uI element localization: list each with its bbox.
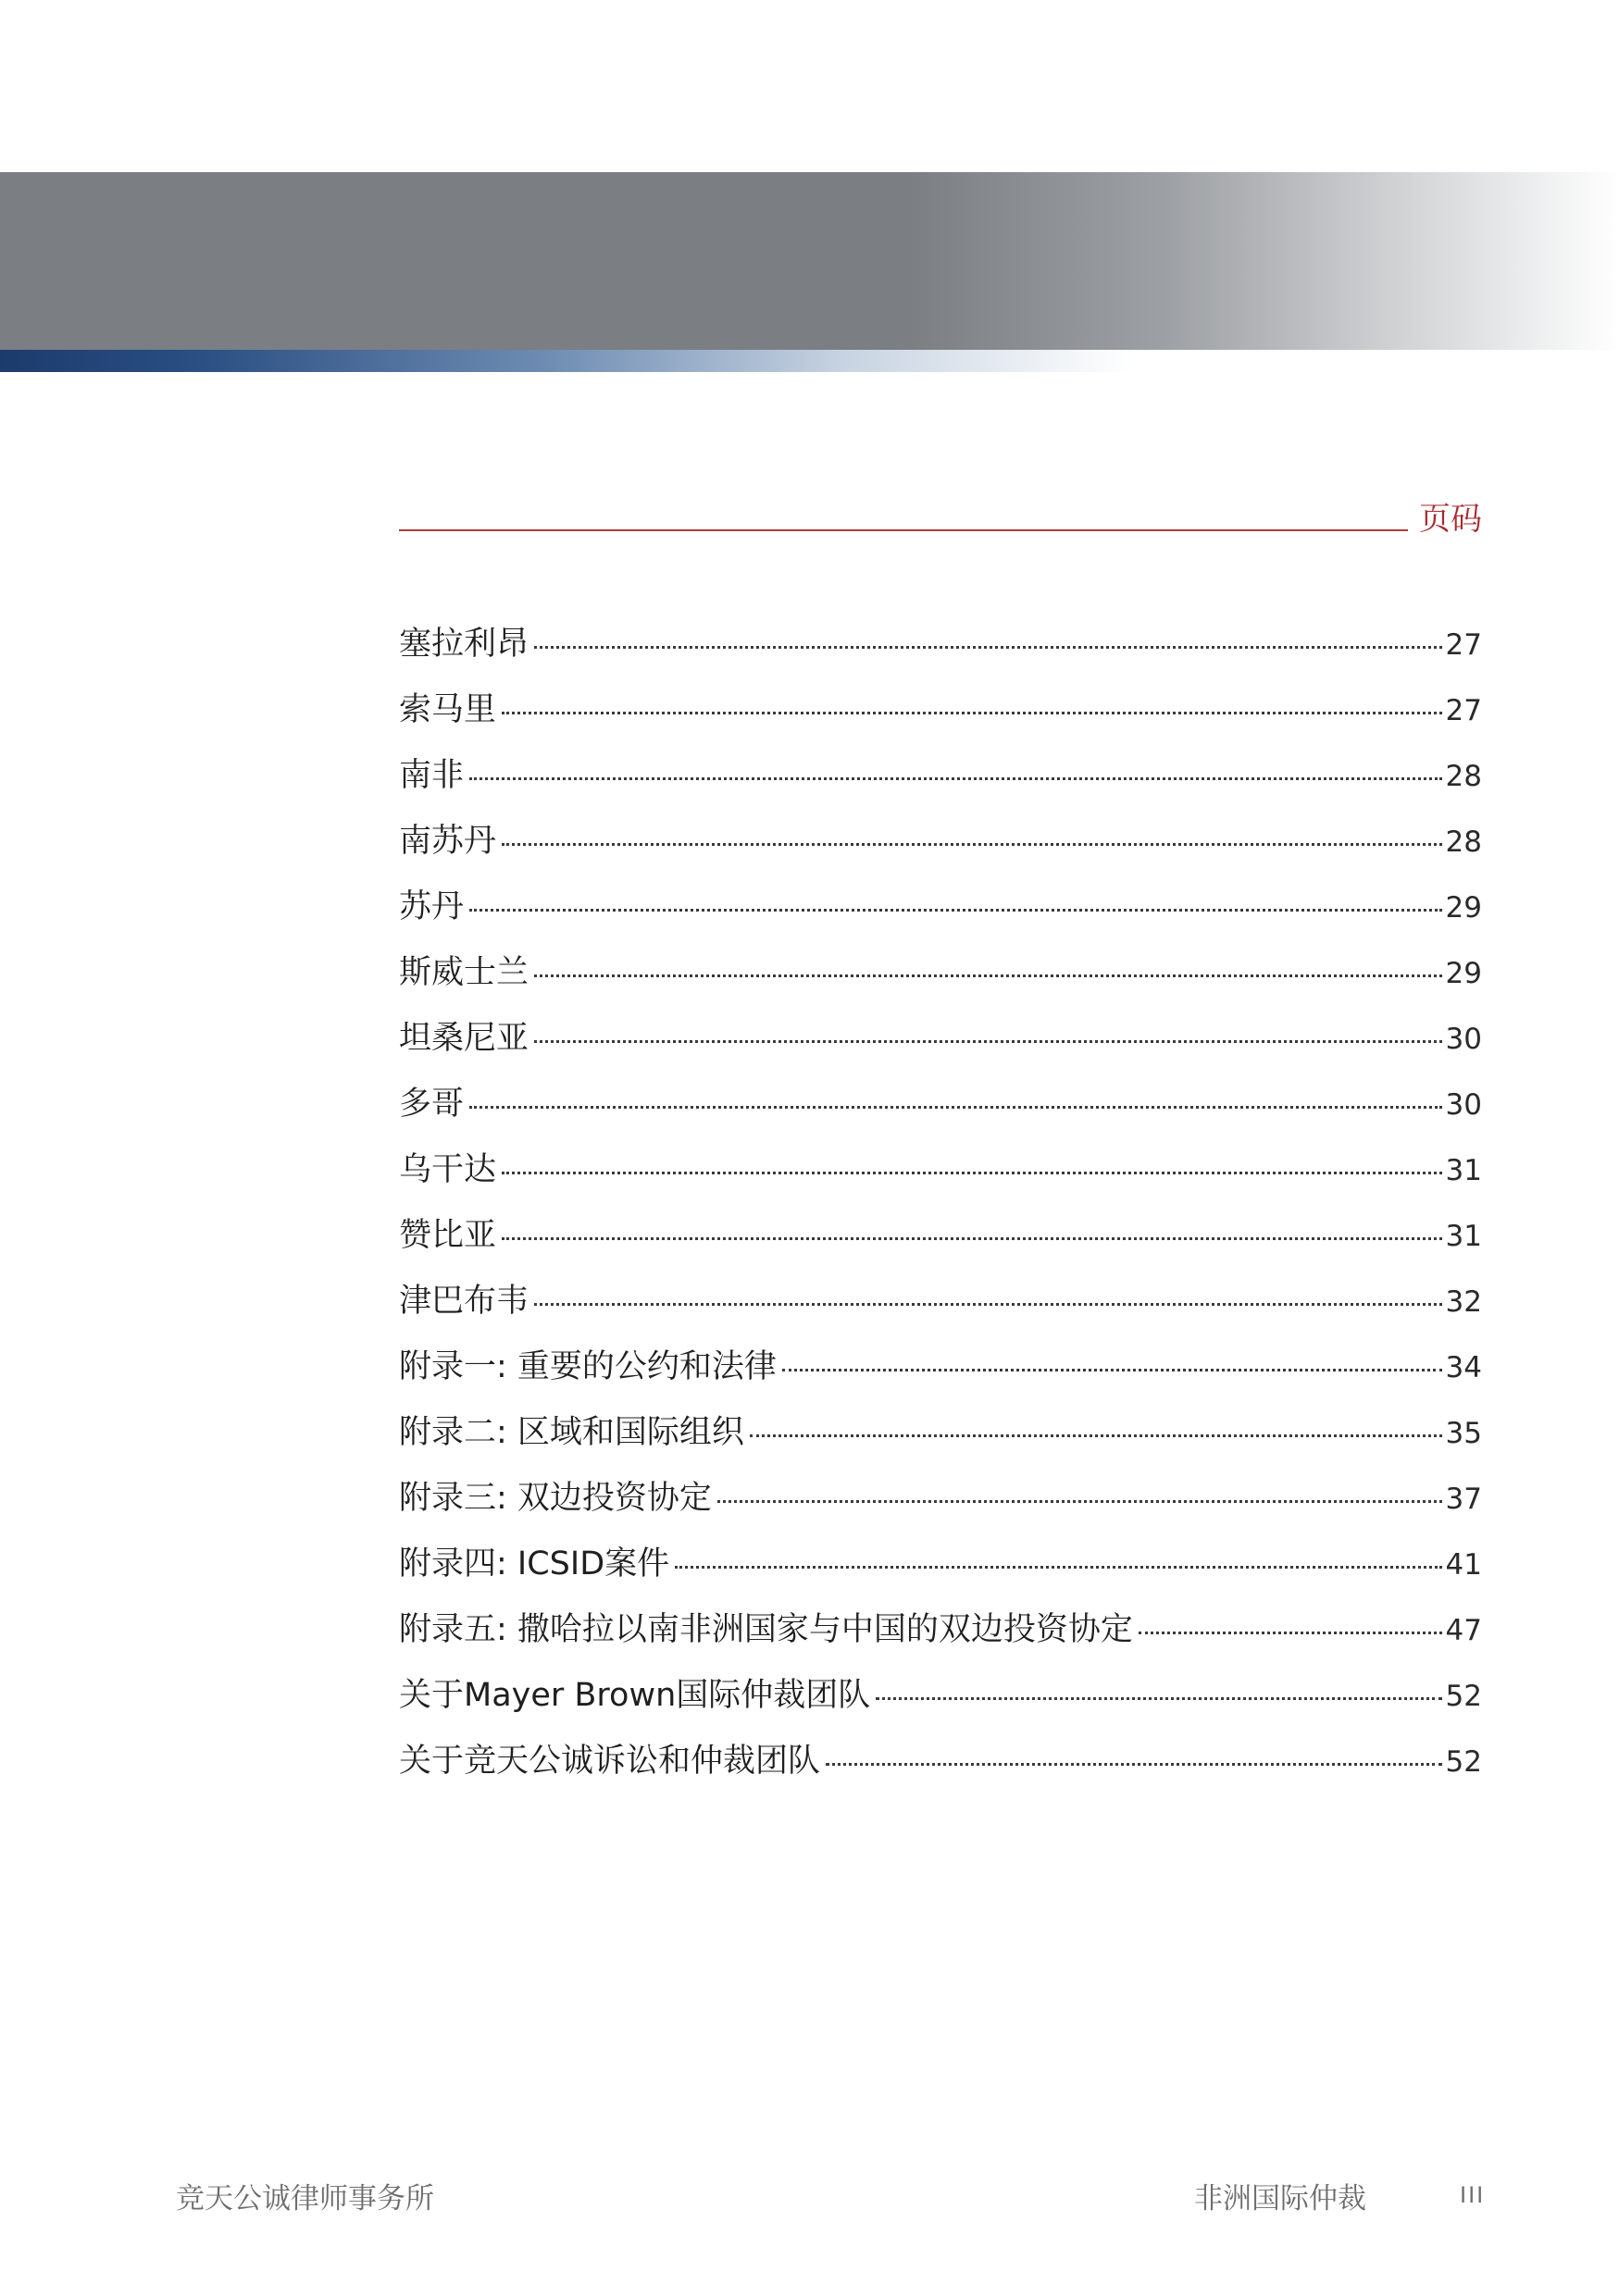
toc-entry[interactable]: [399, 1275, 1482, 1341]
toc-leader-dots: [876, 1697, 1441, 1700]
toc-entry-title: 南非: [399, 757, 465, 794]
toc-leader-dots: [717, 1500, 1442, 1503]
toc-entry-title: 斯威士兰: [399, 954, 529, 991]
footer-document-title: 非洲国际仲裁: [1194, 2182, 1366, 2215]
toc-entry[interactable]: [399, 1341, 1482, 1407]
toc-leader-dots: [469, 777, 1442, 780]
toc-entry-page: 30: [1445, 1088, 1482, 1122]
toc-entry-title: 塞拉利昂: [399, 626, 529, 663]
toc-entry-page: 29: [1445, 957, 1482, 990]
toc-entry-page: 52: [1445, 1745, 1482, 1779]
toc-entry[interactable]: [399, 1078, 1482, 1144]
toc-leader-dots: [534, 974, 1442, 977]
toc-entry[interactable]: [399, 1210, 1482, 1275]
toc-entry[interactable]: [399, 1472, 1482, 1538]
toc-entry-title: 多哥: [399, 1086, 465, 1123]
toc-entry-page: 41: [1445, 1548, 1482, 1582]
toc-page-column-label: 页码: [1419, 501, 1482, 538]
toc-entry[interactable]: [399, 684, 1482, 750]
toc-leader-dots: [502, 712, 1442, 714]
toc-entry-page: 27: [1445, 628, 1482, 662]
toc-entry-page: 31: [1445, 1220, 1482, 1253]
toc-entry-page: 47: [1445, 1614, 1482, 1647]
toc-entry[interactable]: [399, 1669, 1482, 1735]
toc-entry-page: 35: [1445, 1417, 1482, 1450]
toc-entry-page: 52: [1445, 1680, 1482, 1713]
toc-leader-dots: [1139, 1632, 1442, 1634]
toc-entry[interactable]: [399, 1604, 1482, 1669]
toc-header: [399, 496, 1482, 542]
toc-entry[interactable]: [399, 947, 1482, 1012]
toc-header-rule: [399, 529, 1408, 531]
toc-leader-dots: [534, 646, 1442, 649]
toc-entry-title: 乌干达: [399, 1151, 497, 1188]
toc-entry-title: 坦桑尼亚: [399, 1020, 529, 1057]
toc-entry-title: 南苏丹: [399, 823, 497, 860]
toc-entry[interactable]: [399, 1538, 1482, 1604]
toc-list: [399, 618, 1482, 1801]
toc-entry-title: 索马里: [399, 691, 497, 728]
toc-entry-title: 附录二: 区域和国际组织: [399, 1414, 744, 1451]
toc-entry-title: 关于竞天公诚诉讼和仲裁团队: [399, 1743, 821, 1780]
toc-leader-dots: [469, 1106, 1442, 1109]
toc-leader-dots: [502, 1237, 1442, 1240]
toc-entry-page: 28: [1445, 760, 1482, 793]
toc-entry-title: 附录一: 重要的公约和法律: [399, 1348, 777, 1385]
toc-leader-dots: [826, 1763, 1442, 1766]
toc-leader-dots: [534, 1303, 1442, 1306]
toc-entry[interactable]: [399, 1144, 1482, 1210]
footer-page-number: III: [1460, 2182, 1486, 2208]
toc-entry[interactable]: [399, 1012, 1482, 1078]
header-grey-band: [0, 172, 1619, 350]
toc-entry-title: 附录五: 撒哈拉以南非洲国家与中国的双边投资协定: [399, 1611, 1133, 1648]
toc-entry-title: 附录三: 双边投资协定: [399, 1480, 712, 1517]
toc-leader-dots: [782, 1369, 1442, 1371]
toc-entry-page: 31: [1445, 1154, 1482, 1187]
toc-entry-page: 30: [1445, 1023, 1482, 1056]
toc-leader-dots: [675, 1566, 1441, 1569]
toc-entry[interactable]: [399, 618, 1482, 684]
toc-entry[interactable]: [399, 1407, 1482, 1472]
toc-entry-page: 29: [1445, 891, 1482, 925]
toc-entry-title: 津巴布韦: [399, 1283, 529, 1320]
toc-entry[interactable]: [399, 750, 1482, 815]
toc-leader-dots: [469, 909, 1442, 912]
toc-leader-dots: [502, 843, 1442, 846]
toc-entry-page: 37: [1445, 1483, 1482, 1516]
header-blue-stripe: [0, 350, 1619, 372]
toc-entry-title: 关于Mayer Brown国际仲裁团队: [399, 1677, 871, 1714]
toc-entry-page: 28: [1445, 825, 1482, 859]
toc-entry[interactable]: [399, 1735, 1482, 1801]
toc-entry-title: 附录四: ICSID案件: [399, 1545, 670, 1582]
toc-entry[interactable]: [399, 815, 1482, 881]
toc-entry-title: 苏丹: [399, 888, 465, 925]
footer-firm-name: 竞天公诚律师事务所: [176, 2182, 434, 2215]
toc-leader-dots: [534, 1040, 1442, 1043]
toc-entry-page: 32: [1445, 1285, 1482, 1319]
toc-leader-dots: [502, 1172, 1442, 1174]
toc-entry[interactable]: [399, 881, 1482, 947]
toc-entry-title: 赞比亚: [399, 1217, 497, 1254]
toc-leader-dots: [750, 1434, 1442, 1437]
toc-entry-page: 34: [1445, 1351, 1482, 1384]
toc-entry-page: 27: [1445, 694, 1482, 727]
